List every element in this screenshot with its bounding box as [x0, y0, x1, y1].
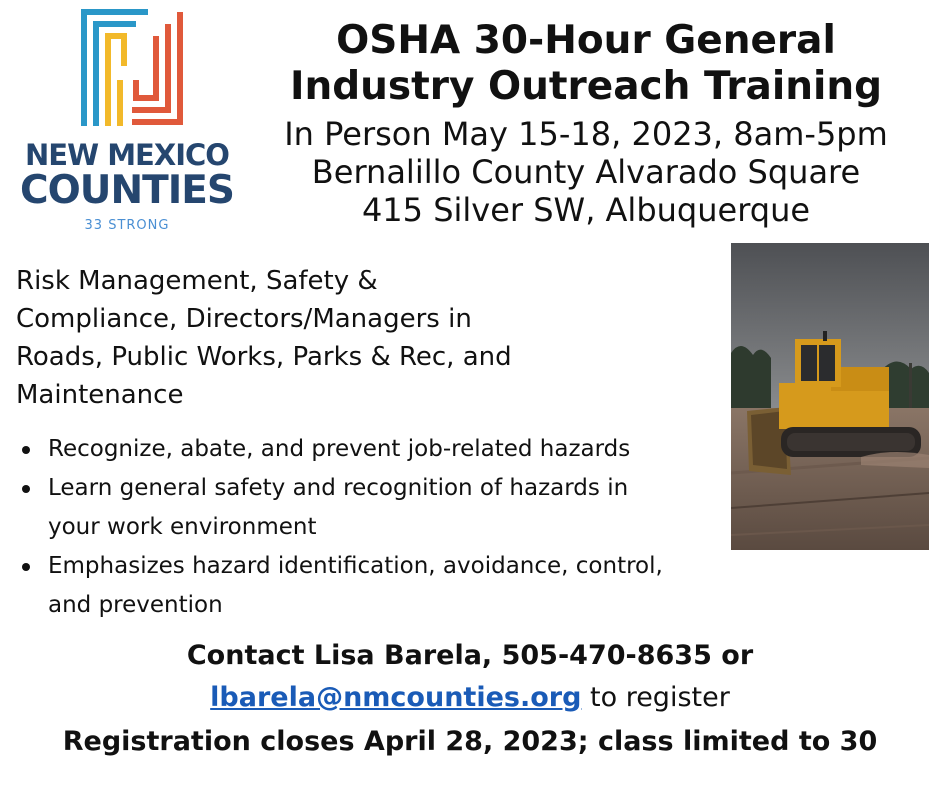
logo-tagline: 33 STRONG: [84, 218, 170, 233]
event-address: 415 Silver SW, Albuquerque: [361, 191, 811, 229]
title-line2: Industry Outreach Training: [289, 64, 883, 109]
logo: [8, 6, 246, 236]
title-line1: OSHA 30-Hour General: [336, 18, 836, 63]
bulldozer-photo: [731, 243, 929, 550]
logo-name-line2: COUNTIES: [20, 168, 234, 213]
audience-line: Compliance, Directors/Managers in: [16, 304, 472, 334]
register-suffix: to register: [581, 682, 730, 713]
event-when: In Person May 15-18, 2023, 8am-5pm: [284, 115, 888, 153]
list-item: [20, 547, 780, 625]
bullet-text: Emphasizes hazard identification, avoidance, control,: [48, 553, 663, 579]
objectives-list: [20, 430, 780, 625]
logo-name-line1: NEW MEXICO: [25, 138, 229, 172]
list-item: [20, 469, 780, 547]
list-item: [20, 430, 780, 469]
page-title: [232, 18, 940, 110]
bullet-text: Learn general safety and recognition of hazards in: [48, 475, 629, 501]
county-logo-mark: [78, 6, 186, 130]
register-line: [0, 676, 940, 720]
contact-line: Contact Lisa Barela, 505-470-8635 or: [186, 640, 754, 671]
registration-deadline: Registration closes April 28, 2023; class limited to 30: [62, 726, 878, 757]
audience-description: [16, 262, 636, 414]
audience-line: Roads, Public Works, Parks & Rec, and: [16, 342, 512, 372]
audience-line: Risk Management, Safety &: [16, 266, 378, 296]
bullet-text: Recognize, abate, and prevent job-related hazards: [48, 436, 631, 462]
audience-line: Maintenance: [16, 380, 184, 410]
email-link[interactable]: lbarela@nmcounties.org: [210, 682, 582, 713]
bullet-text: your work environment: [48, 514, 317, 540]
bullet-text: and prevention: [48, 592, 223, 618]
event-venue: Bernalillo County Alvarado Square: [311, 153, 861, 191]
